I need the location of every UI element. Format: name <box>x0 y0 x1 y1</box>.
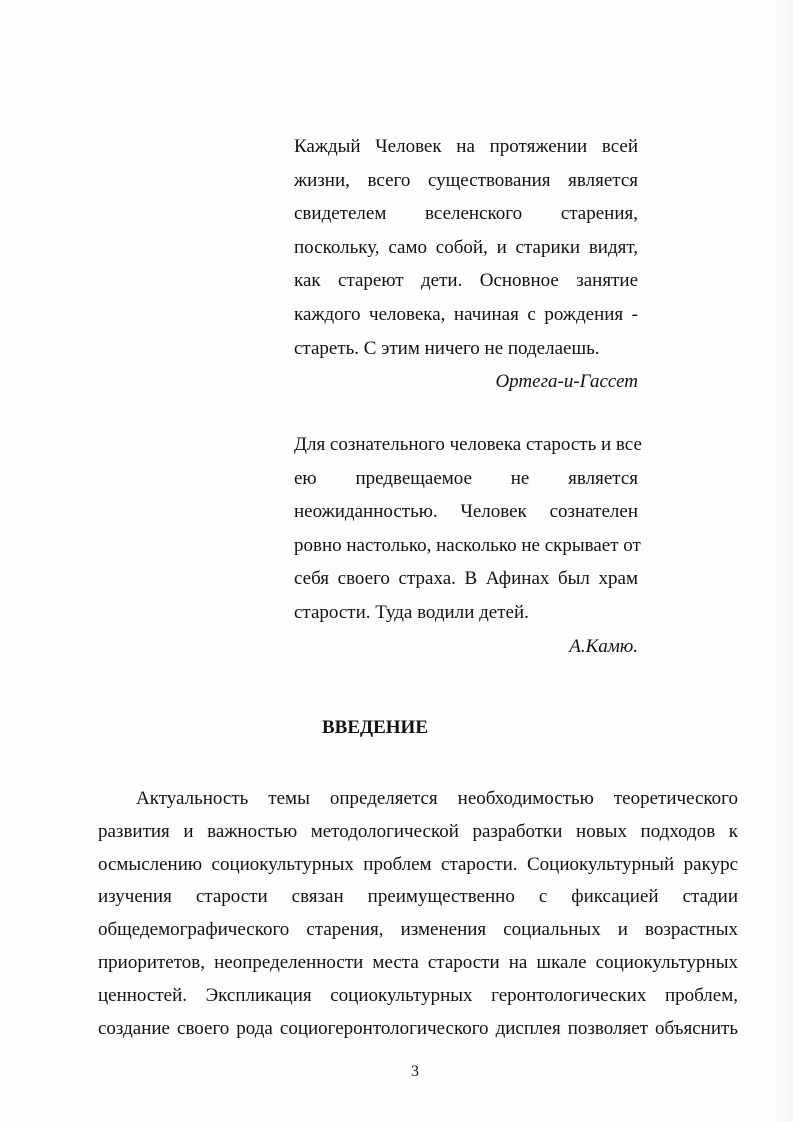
body-line: ценностей. Экспликация социокультурных геронтологических проблем, <box>98 984 738 1006</box>
body-line: изучения старости связан преимущественно с фиксацией стадии <box>98 886 738 908</box>
page-number: 3 <box>411 1063 419 1080</box>
epigraph-line: жизни, всего существования является <box>294 169 638 191</box>
epigraph-line: стареть. С этим ничего не поделаешь. <box>294 337 600 359</box>
epigraph-author: Ортега-и-Гассет <box>495 371 638 393</box>
body-line: Актуальность темы определяется необходимостью теоретического <box>136 788 738 809</box>
epigraph-line: ею предвещаемое не является <box>294 467 638 489</box>
epigraph-line: Для сознательного человека старость и все <box>294 434 642 455</box>
epigraph-line: как стареют дети. Основное занятие <box>294 270 638 292</box>
scan-edge-shadow <box>771 0 793 1122</box>
section-title: ВВЕДЕНИЕ <box>322 717 428 738</box>
epigraph-author: А.Камю. <box>569 635 638 657</box>
body-line: приоритетов, неопределенности места старости на шкале социокультурных <box>98 951 738 973</box>
epigraph-ortega <box>294 130 638 399</box>
epigraph-line: ровно настолько, насколько не скрывает от <box>294 534 641 556</box>
body-line: создание своего рода социогеронтологического дисплея позволяет объяснить <box>98 1017 738 1039</box>
epigraph-line: поскольку, само собой, и старики видят, <box>294 236 638 258</box>
epigraph-line: Каждый Человек на протяжении всей <box>294 136 638 157</box>
epigraph-line: свидетелем вселенского старения, <box>294 203 638 225</box>
epigraph-line: себя своего страха. В Афинах был храм <box>294 568 638 590</box>
epigraph-line: неожиданностью. Человек сознателен <box>294 501 638 523</box>
body-line: развития и важностью методологической разработки новых подходов к <box>98 820 738 842</box>
body-line: общедемографического старения, изменения социальных и возрастных <box>98 919 738 941</box>
epigraph-camus <box>294 428 642 663</box>
body-line: осмыслению социокультурных проблем старости. Социокультурный ракурс <box>98 853 738 875</box>
epigraph-line: старости. Туда водили детей. <box>294 601 529 623</box>
body-paragraph <box>98 783 738 1045</box>
epigraph-line: каждого человека, начиная с рождения - <box>294 303 638 325</box>
